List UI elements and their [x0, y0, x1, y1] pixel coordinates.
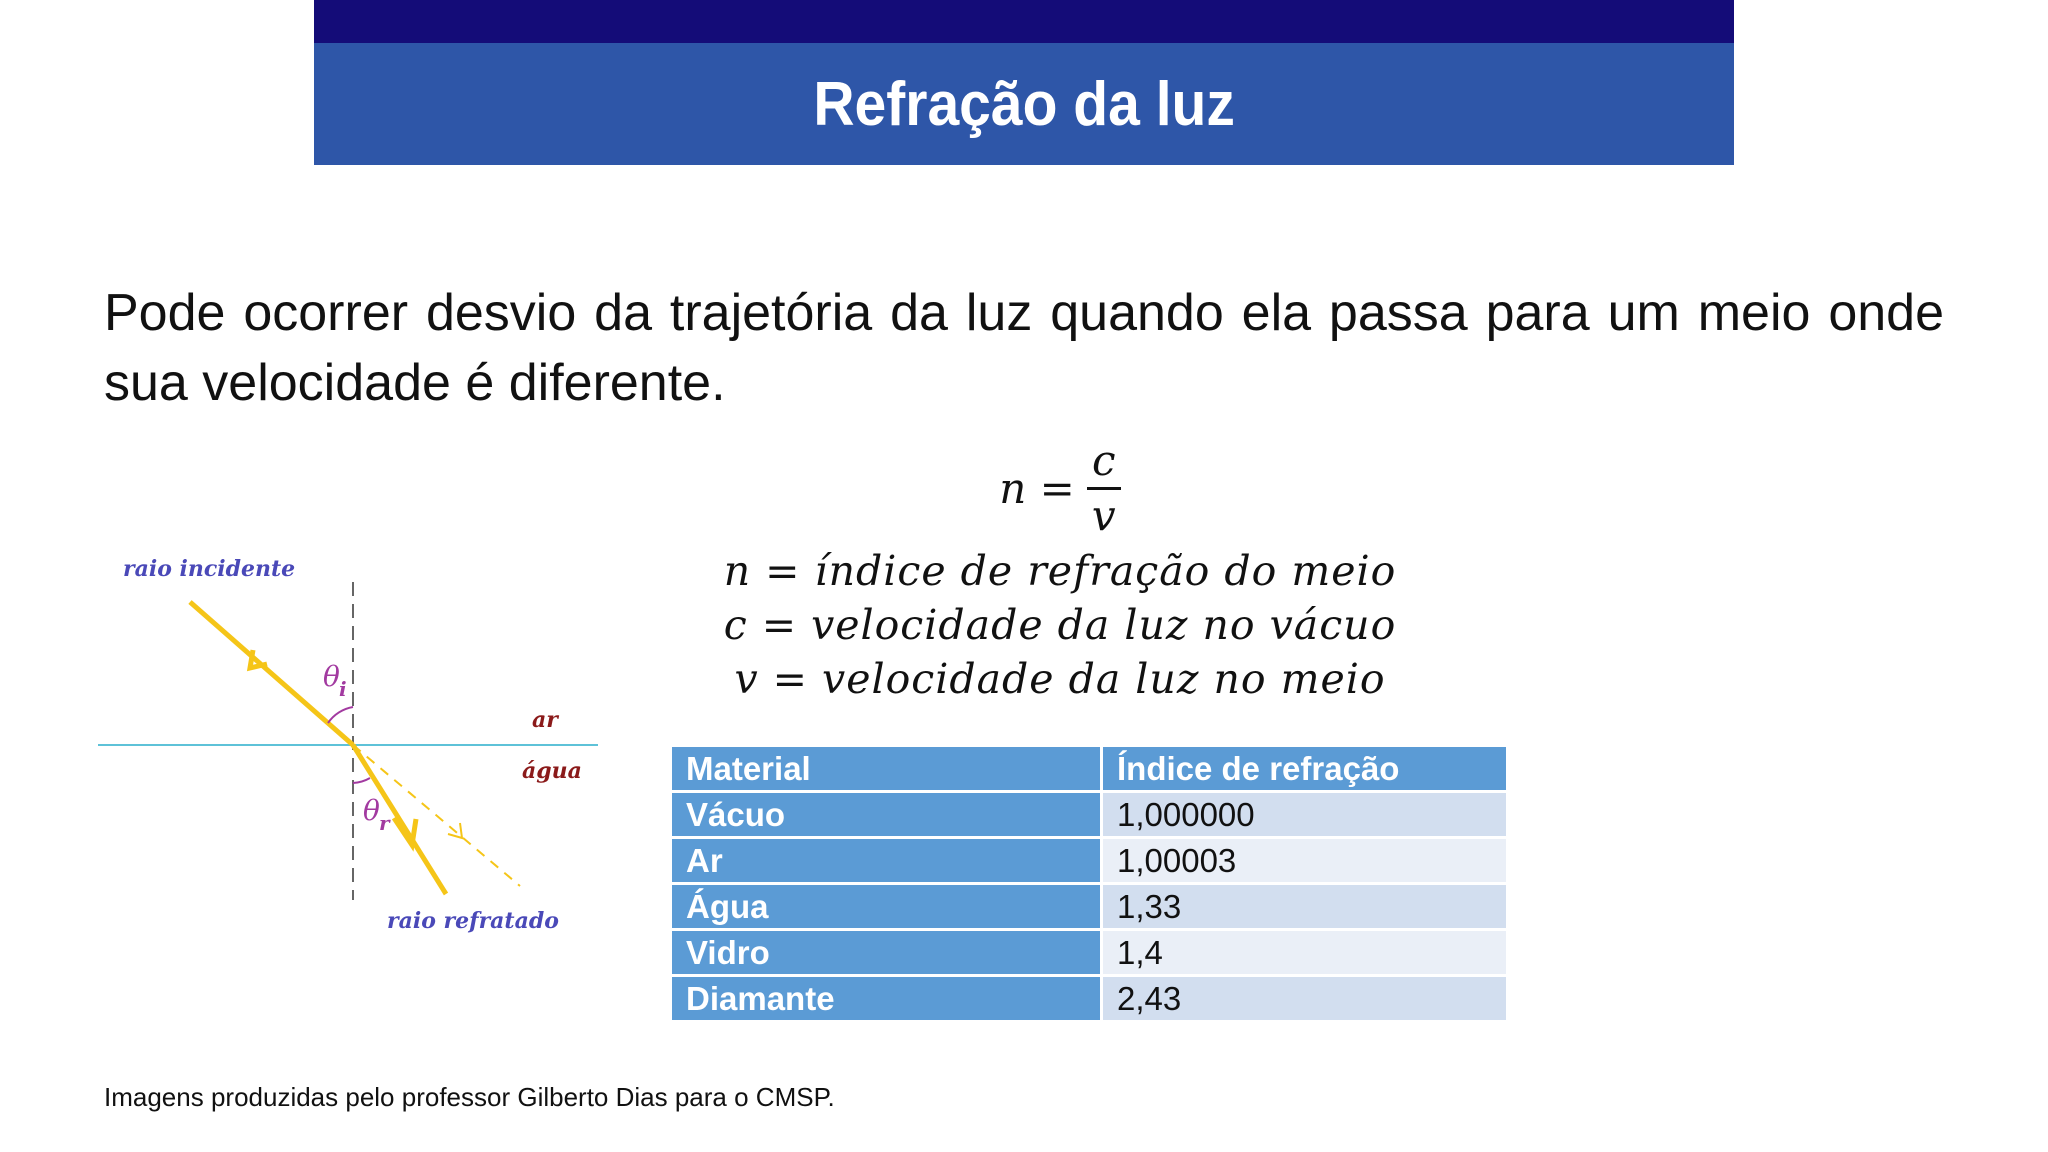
material-cell: Vidro [671, 930, 1102, 976]
formula-equation [700, 432, 1420, 544]
table-row [671, 976, 1508, 1022]
index-cell: 1,00003 [1102, 838, 1508, 884]
refraction-index-table [669, 744, 1509, 1023]
formula-fraction [1087, 435, 1121, 540]
index-cell: 1,4 [1102, 930, 1508, 976]
formula-lhs: n = [999, 463, 1075, 513]
index-cell: 2,43 [1102, 976, 1508, 1022]
angle-i-arc [328, 707, 353, 723]
medium-bottom-label: água [522, 758, 582, 784]
table-row [671, 930, 1508, 976]
index-cell: 1,33 [1102, 884, 1508, 930]
top-band [314, 0, 1734, 43]
material-cell: Ar [671, 838, 1102, 884]
table-header-row [671, 746, 1508, 792]
table-row [671, 838, 1508, 884]
medium-top-label: ar [532, 707, 558, 733]
index-cell: 1,000000 [1102, 792, 1508, 838]
refracted-arrow [394, 818, 416, 845]
fraction-bar [1087, 487, 1121, 490]
angle-r-arc [353, 778, 370, 783]
theta-i-symbol: θ [323, 660, 340, 693]
table-row [671, 884, 1508, 930]
theta-r-symbol: θ [363, 794, 380, 827]
refracted-label: raio refratado [387, 908, 559, 934]
material-cell: Diamante [671, 976, 1102, 1022]
formula-denominator: v [1091, 490, 1116, 540]
formula-numerator: c [1092, 435, 1116, 485]
definition-v: v = velocidade da luz no meio [734, 655, 1386, 703]
refraction-diagram [90, 540, 610, 960]
title-bar [314, 43, 1734, 165]
refraction-formula [700, 432, 1420, 706]
theta-i-subscript: i [339, 677, 347, 701]
incident-label: raio incidente [123, 556, 296, 582]
header-material: Material [671, 746, 1102, 792]
definition-c: c = velocidade da luz no vácuo [723, 601, 1397, 649]
material-cell: Água [671, 884, 1102, 930]
material-cell: Vácuo [671, 792, 1102, 838]
intro-paragraph: Pode ocorrer desvio da trajetória da luz quando ela passa para um meio onde sua velocidade é diferente. [104, 284, 1944, 412]
theta-r-subscript: r [379, 811, 390, 835]
image-credit: Imagens produzidas pelo professor Gilberto Dias para o CMSP. [104, 1082, 835, 1112]
definition-n: n = índice de refração do meio [723, 547, 1397, 595]
table-row [671, 792, 1508, 838]
slide-title: Refração da luz [813, 69, 1235, 139]
header-index: Índice de refração [1102, 746, 1508, 792]
